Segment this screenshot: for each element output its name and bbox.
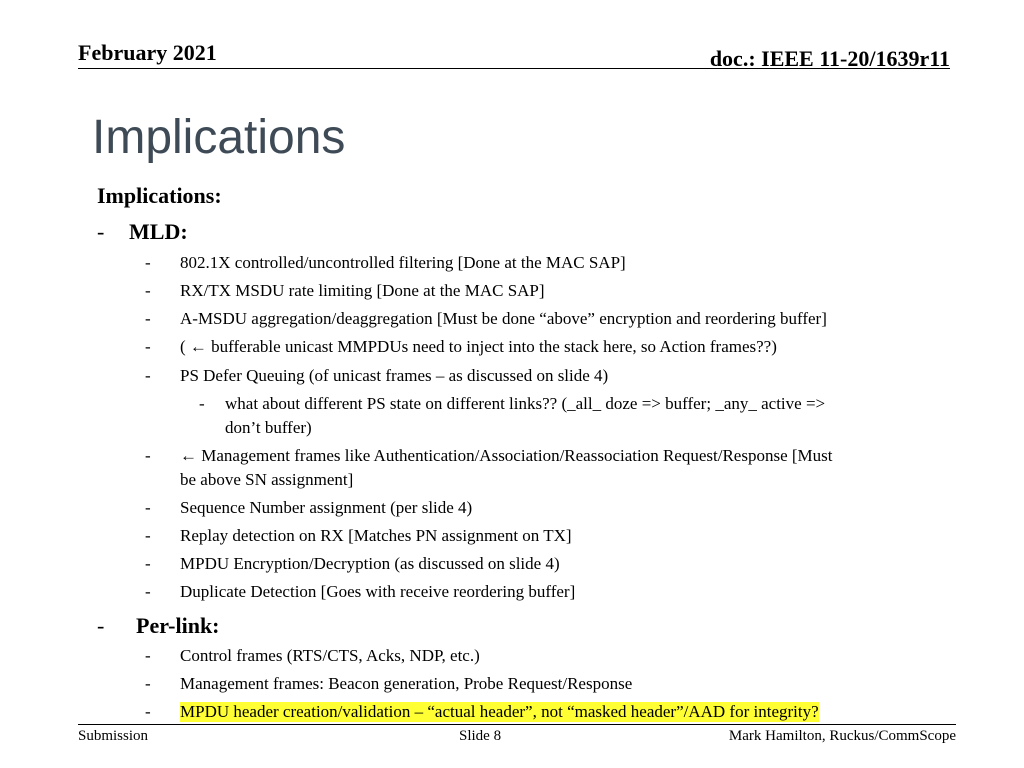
slide-title: Implications	[92, 111, 346, 164]
footer-author: Mark Hamilton, Ruckus/CommScope	[728, 728, 956, 744]
footer-rule	[78, 724, 956, 725]
header-doc-id: doc.: IEEE 11-20/1639r11	[709, 46, 950, 71]
list-item-dash: -	[145, 646, 151, 665]
sub-item: what about different PS state on different links?? (_all_ doze => buffer; _any_ active =>	[225, 394, 826, 413]
sub-item-cont: don’t buffer)	[225, 418, 312, 437]
perlink-dash: -	[97, 613, 105, 638]
list-item-dash: -	[145, 526, 151, 545]
list-item: PS Defer Queuing (of unicast frames – as discussed on slide 4)	[180, 366, 609, 385]
list-item-dash: -	[145, 366, 151, 385]
mld-dash: -	[97, 219, 105, 244]
list-item-dash: -	[145, 281, 151, 300]
list-item: Sequence Number assignment (per slide 4)	[180, 498, 473, 517]
list-item-dash: -	[145, 253, 151, 272]
header-date: February 2021	[78, 40, 217, 65]
perlink-heading: Per-link:	[136, 613, 220, 638]
list-item-dash: -	[145, 498, 151, 517]
list-item: A-MSDU aggregation/deaggregation [Must be done “above” encryption and reordering buffer]	[180, 309, 827, 328]
list-item: ( ← bufferable unicast MMPDUs need to inject into the stack here, so Action frames??)	[180, 337, 777, 356]
list-item: Control frames (RTS/CTS, Acks, NDP, etc.)	[180, 646, 480, 665]
list-item: Replay detection on RX [Matches PN assignment on TX]	[180, 526, 572, 545]
list-item-dash: -	[145, 337, 151, 356]
list-item: 802.1X controlled/uncontrolled filtering [Done at the MAC SAP]	[180, 253, 626, 272]
footer-slide-number: Slide 8	[459, 728, 502, 744]
highlighted-list-item: MPDU header creation/validation – “actual header”, not “masked header”/AAD for integrity?	[180, 702, 819, 721]
list-item-dash: -	[145, 674, 151, 693]
list-item: ← Management frames like Authentication/Association/Reassociation Request/Response [Must	[180, 446, 833, 465]
list-item: MPDU Encryption/Decryption (as discussed on slide 4)	[180, 554, 560, 573]
footer-submission: Submission	[78, 728, 149, 744]
implications-heading: Implications:	[97, 183, 222, 208]
list-item: Duplicate Detection [Goes with receive reordering buffer]	[180, 582, 576, 601]
mld-heading: MLD:	[129, 219, 188, 244]
list-item-dash: -	[145, 309, 151, 328]
list-item-dash: -	[145, 446, 151, 465]
list-item-dash: -	[145, 702, 151, 721]
list-item: Management frames: Beacon generation, Probe Request/Response	[180, 674, 633, 693]
list-item-dash: -	[145, 554, 151, 573]
list-item: RX/TX MSDU rate limiting [Done at the MAC SAP]	[180, 281, 545, 300]
list-item-cont: be above SN assignment]	[180, 470, 354, 489]
sub-item-dash: -	[199, 394, 205, 413]
list-item-dash: -	[145, 582, 151, 601]
